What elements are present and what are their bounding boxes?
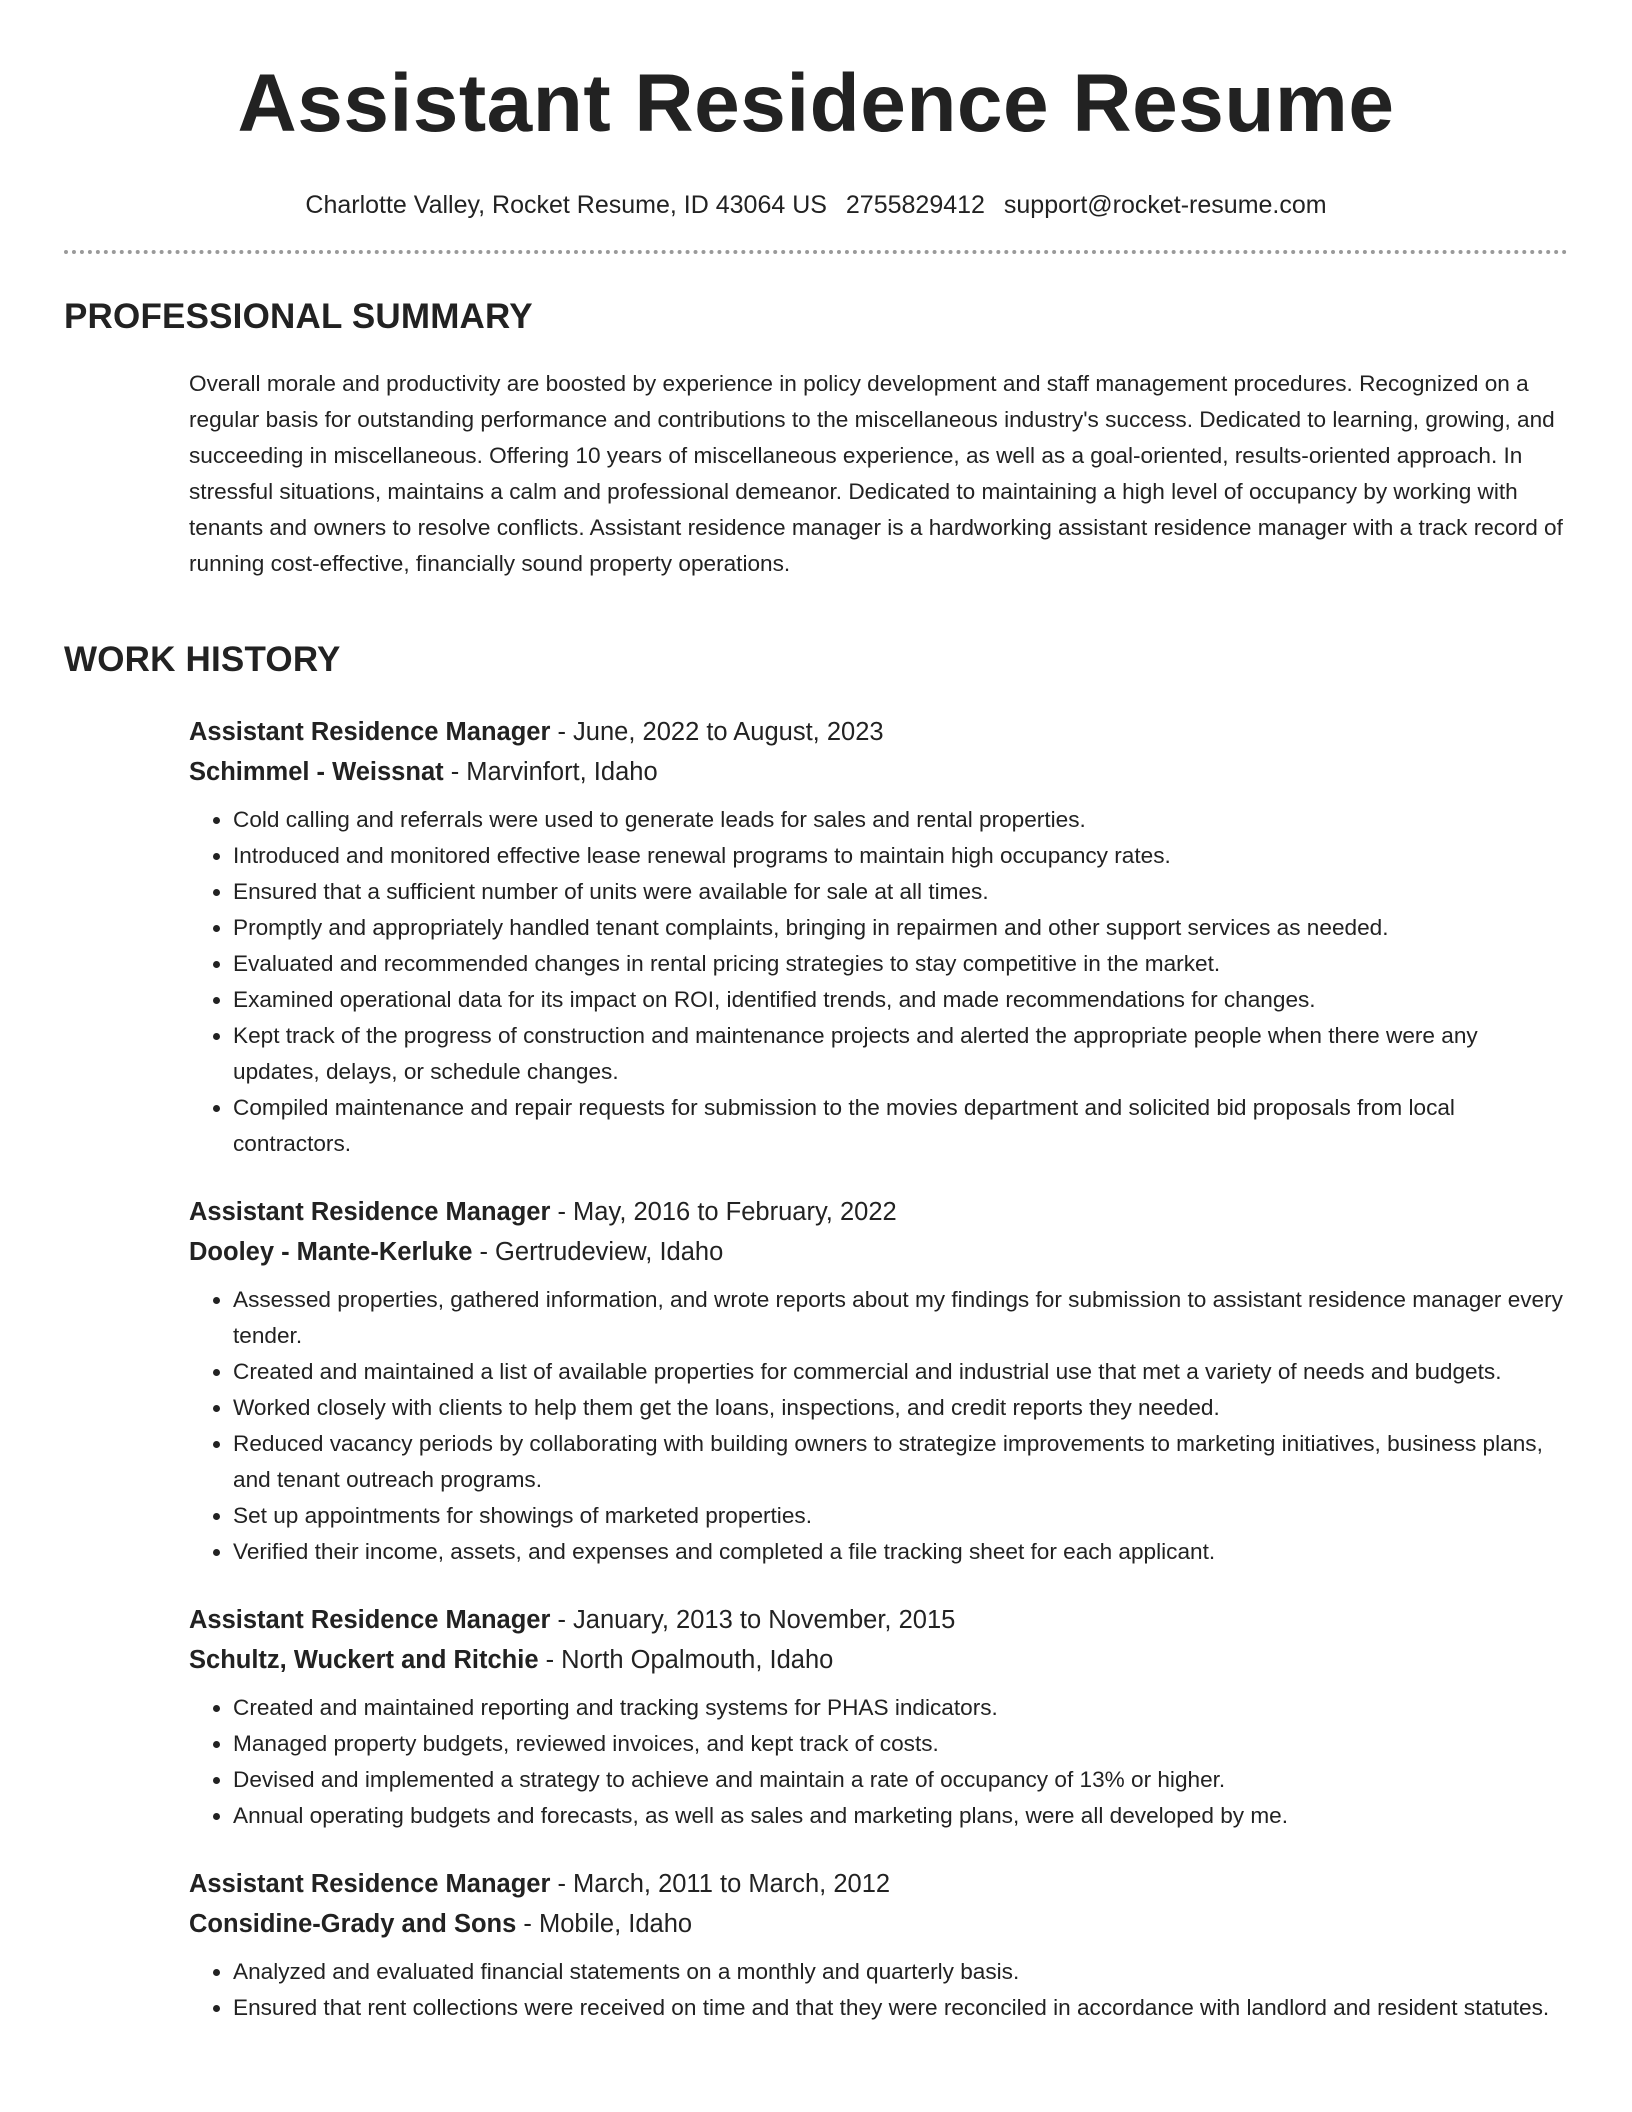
job-bullet: • Promptly and appropriately handled tenant complaints, bringing in repairmen and other support services as needed. [233,910,1569,946]
job-bullet: • Kept track of the progress of construction and maintenance projects and alerted the appropriate people when there were any updates, delays, or schedule changes. [233,1018,1569,1090]
job-bullet: • Set up appointments for showings of marketed properties. [233,1498,1569,1534]
job-bullets [189,1954,1569,2026]
job-bullet: • Ensured that rent collections were received on time and that they were reconciled in accordance with landlord and resident statutes. [233,1990,1569,2026]
job-title-line [189,1864,1569,1904]
job-title-line [189,712,1569,752]
job-role: Assistant Residence Manager [189,1606,551,1634]
job-bullet: • Evaluated and recommended changes in rental pricing strategies to stay competitive in the market. [233,946,1569,982]
job-location: - Gertrudeview, Idaho [472,1238,724,1266]
resume-title: Assistant Residence Resume [237,58,1395,149]
job-bullet: • Cold calling and referrals were used to generate leads for sales and rental properties. [233,802,1569,838]
job-dates: - June, 2022 to August, 2023 [550,718,884,746]
job-company: Considine-Grady and Sons [189,1910,517,1938]
job-location: - Mobile, Idaho [516,1910,693,1938]
job-bullet: • Assessed properties, gathered information, and wrote reports about my findings for submission to assistant residence manager every tender. [233,1282,1569,1354]
job-entry [189,1600,1569,1834]
job-bullet: • Reduced vacancy periods by collaborating with building owners to strategize improvements to marketing initiatives, business plans, and tenant outreach programs. [233,1426,1569,1498]
contact-line [0,190,1632,220]
job-location: - North Opalmouth, Idaho [538,1646,834,1674]
job-company: Schimmel - Weissnat [189,758,444,786]
header-divider [64,250,1568,254]
job-role: Assistant Residence Manager [189,1870,551,1898]
job-bullet: • Examined operational data for its impact on ROI, identified trends, and made recommendations for changes. [233,982,1569,1018]
job-bullet: • Managed property budgets, reviewed invoices, and kept track of costs. [233,1726,1569,1762]
job-dates: - May, 2016 to February, 2022 [550,1198,897,1226]
job-role: Assistant Residence Manager [189,718,551,746]
job-entry [189,1864,1569,2026]
job-dates: - January, 2013 to November, 2015 [550,1606,956,1634]
job-company-line [189,1232,1569,1272]
job-role: Assistant Residence Manager [189,1198,551,1226]
summary-heading: PROFESSIONAL SUMMARY [64,297,533,336]
contact-address: Charlotte Valley, Rocket Resume, ID 43064 US [305,191,827,219]
job-bullets [189,1690,1569,1834]
job-bullets [189,802,1569,1162]
job-title-line [189,1600,1569,1640]
job-entry [189,712,1569,1162]
job-company-line [189,1640,1569,1680]
job-location: - Marvinfort, Idaho [443,758,658,786]
job-bullet: • Analyzed and evaluated financial statements on a monthly and quarterly basis. [233,1954,1569,1990]
work-history-list [189,712,1569,2056]
job-company-line [189,1904,1569,1944]
job-bullet: • Devised and implemented a strategy to achieve and maintain a rate of occupancy of 13% or higher. [233,1762,1569,1798]
contact-phone: 2755829412 [845,191,985,219]
job-bullet: • Verified their income, assets, and expenses and completed a file tracking sheet for each applicant. [233,1534,1569,1570]
summary-text: Overall morale and productivity are boosted by experience in policy development and staff management procedures. Recognized on a regular basis for outstanding performance and contributions to the miscellaneous industry's success. Dedicated to learning, growing, and succeeding in miscellaneous. Offering 10 years of miscellaneous experience, as well as a goal-oriented, results-oriented approach. In stressful situations, maintains a calm and professional demeanor. Dedicated to maintaining a high level of occupancy by working with tenants and owners to resolve conflicts. Assistant residence manager is a hardworking assistant residence manager with a track record of running cost-effective, financially sound property operations. [189,371,1563,576]
job-bullet: • Created and maintained a list of available properties for commercial and industrial use that met a variety of needs and budgets. [233,1354,1569,1390]
contact-email: support@rocket-resume.com [1003,191,1327,219]
job-entry [189,1192,1569,1570]
job-bullet: • Ensured that a sufficient number of units were available for sale at all times. [233,874,1569,910]
job-bullet: • Worked closely with clients to help them get the loans, inspections, and credit reports they needed. [233,1390,1569,1426]
resume-header [0,0,1632,220]
job-bullet: • Annual operating budgets and forecasts, as well as sales and marketing plans, were all developed by me. [233,1798,1569,1834]
job-bullet: • Created and maintained reporting and tracking systems for PHAS indicators. [233,1690,1569,1726]
work-history-heading: WORK HISTORY [64,640,341,679]
job-company: Schultz, Wuckert and Ritchie [189,1646,539,1674]
job-bullets [189,1282,1569,1570]
job-bullet: • Introduced and monitored effective lease renewal programs to maintain high occupancy rates. [233,838,1569,874]
job-dates: - March, 2011 to March, 2012 [550,1870,891,1898]
job-company: Dooley - Mante-Kerluke [189,1238,473,1266]
job-title-line [189,1192,1569,1232]
job-company-line [189,752,1569,792]
job-bullet: • Compiled maintenance and repair requests for submission to the movies department and solicited bid proposals from local contractors. [233,1090,1569,1162]
